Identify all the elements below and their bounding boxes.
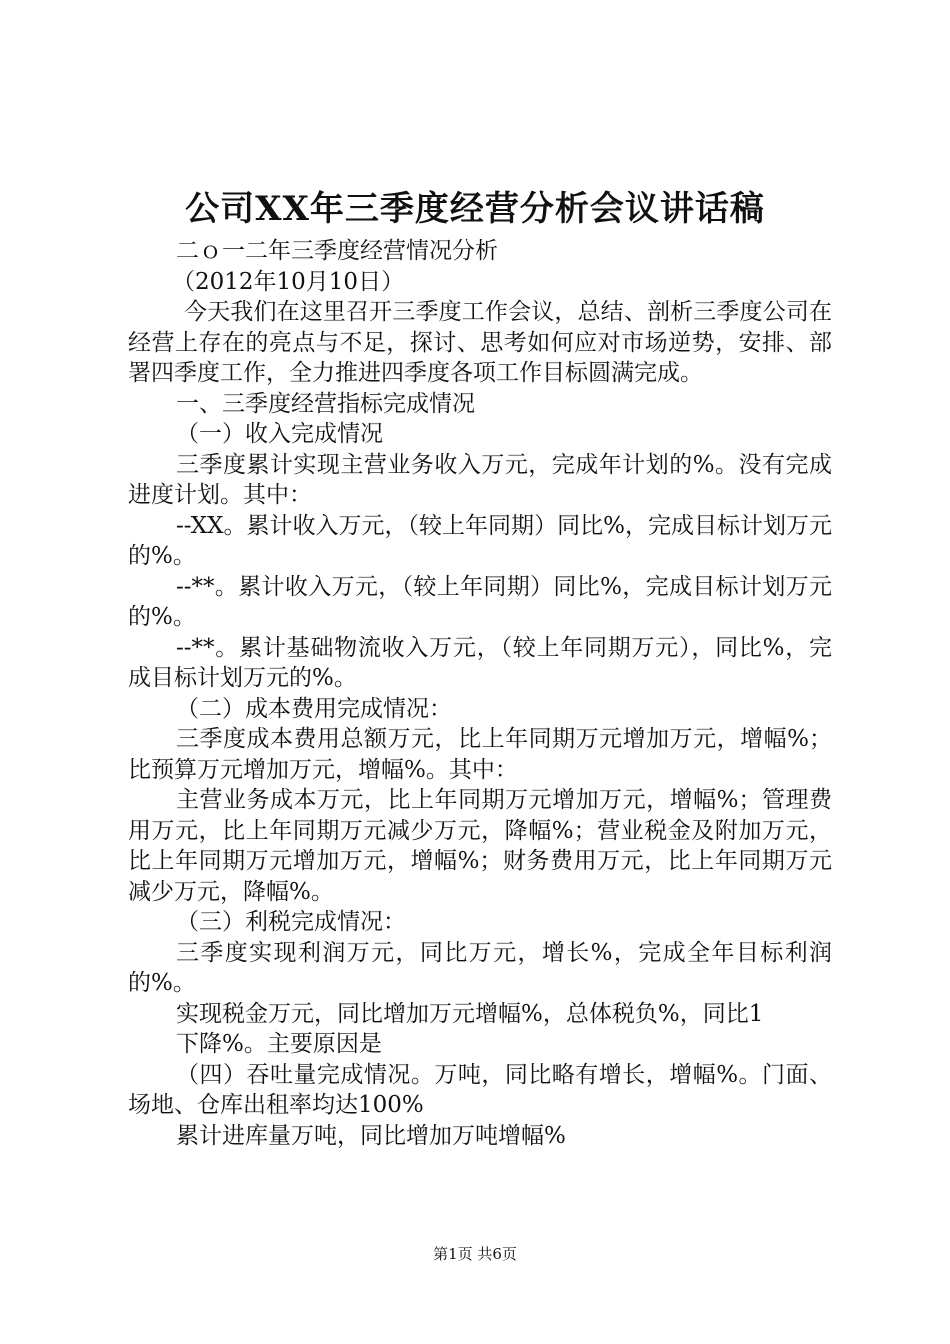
section-heading-1: 一、三季度经营指标完成情况 <box>176 390 475 417</box>
paragraph-income-2: --**。累计收入万元，（较上年同期）同比%，完成目标计划万元的%。 <box>128 573 832 630</box>
paragraph-date: （2012年10月10日） <box>172 268 405 295</box>
subsection-heading-cost: （二）成本费用完成情况： <box>176 695 452 722</box>
page-footer: 第1页 共6页 <box>433 1245 517 1263</box>
paragraph-inbound: 累计进库量万吨，同比增加万吨增幅% <box>176 1122 566 1149</box>
paragraph-intro: 今天我们在这里召开三季度工作会议，总结、剖析三季度公司在经营上存在的亮点与不足，探讨、思考如何应对市场逆势，安排、部署四季度工作，全力推进四季度各项工作目标圆满完成。 <box>128 299 832 386</box>
paragraph-profit: 三季度实现利润万元，同比万元，增长%，完成全年目标利润的%。 <box>128 939 832 996</box>
document-title: 公司XX年三季度经营分析会议讲话稿 <box>185 189 765 229</box>
paragraph-income-summary: 三季度累计实现主营业务收入万元，完成年计划的%。没有完成进度计划。其中： <box>128 451 832 508</box>
paragraph-cost-summary: 三季度成本费用总额万元，比上年同期万元增加万元，增幅%；比预算万元增加万元，增幅%。其中： <box>128 726 832 783</box>
paragraph-throughput: （四）吞吐量完成情况。万吨，同比略有增长，增幅%。门面、场地、仓库出租率均达100% <box>128 1061 832 1118</box>
subsection-heading-income: （一）收入完成情况 <box>176 421 383 447</box>
document-body <box>128 236 832 1151</box>
paragraph-subtitle: 二ｏ一二年三季度经营情况分析 <box>176 238 498 264</box>
subsection-heading-profit: （三）利税完成情况： <box>176 909 406 935</box>
paragraph-tax-reason: 下降%。主要原因是 <box>176 1031 382 1057</box>
paragraph-income-xx: --XX。累计收入万元，（较上年同期）同比%，完成目标计划万元的%。 <box>128 512 832 569</box>
paragraph-income-3: --**。累计基础物流收入万元，（较上年同期万元），同比%，完成目标计划万元的%。 <box>128 634 832 691</box>
paragraph-tax: 实现税金万元，同比增加万元增幅%，总体税负%，同比1 <box>176 1000 764 1027</box>
paragraph-cost-detail: 主营业务成本万元，比上年同期万元增加万元，增幅%；管理费用万元，比上年同期万元减少万元，降幅%；营业税金及附加万元，比上年同期万元增加万元，增幅%；财务费用万元，比上年同期万元减少万元，降幅%。 <box>128 787 832 905</box>
